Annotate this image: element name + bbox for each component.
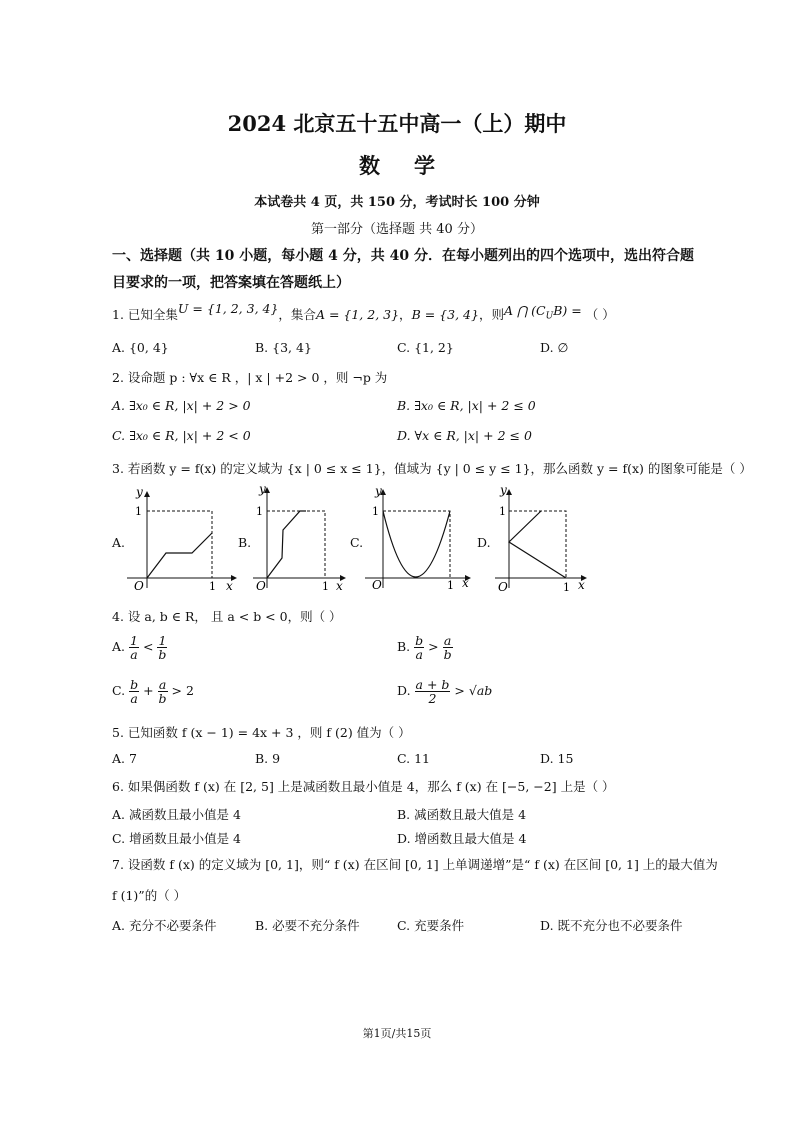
q1-option-a[interactable]: A. {0, 4}: [112, 340, 169, 355]
exam-title: 2024 北京五十五中高一（上）期中: [227, 111, 567, 136]
q5-option-c[interactable]: C. 11: [397, 751, 430, 766]
q4-option-c[interactable]: C. $\frac{b}{a}$ + $\frac{a}{b}$ > 2: [112, 677, 194, 706]
section-instructions-line1: 一、选择题（共 10 小题，每小题 4 分，共 40 分．在每小题列出的四个选项中，选出符合题: [112, 248, 694, 264]
question-1-stem: 1. 已知全集U = {1, 2, 3, 4}，集合A = {1, 2, 3}，B = {3, 4}，则A ⋂ $(C_UB)$ = （ ）: [112, 301, 615, 322]
graph-a-y-label: y: [136, 485, 143, 499]
graph-c-x-one: 1: [447, 579, 454, 592]
part-heading: 第一部分（选择题 共 40 分）: [311, 222, 483, 237]
q5-option-d[interactable]: D. 15: [540, 751, 574, 766]
graph-d-origin: O: [498, 580, 508, 594]
subject-title: 数学: [359, 153, 469, 178]
q7-option-b[interactable]: B. 必要不充分条件: [255, 918, 360, 933]
question-5-stem: 5. 已知函数 f (x − 1) = 4x + 3 ，则 f (2) 值为（ ）: [112, 725, 411, 740]
graph-d-y-label: y: [500, 483, 507, 497]
graph-b-origin: O: [256, 579, 266, 593]
q5-option-b[interactable]: B. 9: [255, 751, 281, 766]
graph-d-y-one: 1: [499, 505, 506, 518]
q1-option-c[interactable]: C. {1, 2}: [397, 340, 454, 355]
q1-option-b[interactable]: B. {3, 4}: [255, 340, 312, 355]
q5-option-a[interactable]: A. 7: [112, 751, 137, 766]
question-7-stem-line2: f (1)”的（ ）: [112, 888, 187, 903]
q6-option-d[interactable]: D. 增函数且最大值是 4: [397, 831, 527, 846]
q7-option-a[interactable]: A. 充分不必要条件: [112, 918, 217, 933]
q1-option-d[interactable]: D. ∅: [540, 340, 569, 355]
q3-option-a[interactable]: A.: [112, 535, 126, 550]
graph-b-y-label: y: [259, 482, 266, 496]
graph-d-x-label: x: [578, 578, 585, 592]
graph-c-y-label: y: [375, 484, 382, 498]
question-6-stem: 6. 如果偶函数 f (x) 在 [2, 5] 上是减函数且最小值是 4，那么 f (x) 在 [−5, −2] 上是（ ）: [112, 779, 615, 794]
q4-option-b[interactable]: B. $\frac{b}{a}$ > $\frac{a}{b}$: [397, 633, 452, 662]
q4-option-d[interactable]: D. $\frac{a + b}{2}$ > √ab: [397, 677, 493, 706]
q4-option-a[interactable]: A. $\frac{1}{a}$ < $\frac{1}{b}$: [112, 633, 167, 662]
graph-d-x-one: 1: [563, 581, 570, 594]
graph-c-x-label: x: [462, 576, 469, 590]
question-7-stem-line1: 7. 设函数 f (x) 的定义域为 [0, 1]，则“ f (x) 在区间 [0, 1] 上单调递增”是“ f (x) 在区间 [0, 1] 上的最大值为: [112, 857, 718, 872]
exam-info: 本试卷共 4 页，共 150 分，考试时长 100 分钟: [254, 195, 540, 210]
graph-a-origin: O: [134, 579, 144, 593]
q7-option-d[interactable]: D. 既不充分也不必要条件: [540, 918, 683, 933]
q6-option-b[interactable]: B. 减函数且最大值是 4: [397, 807, 527, 822]
question-4-stem: 4. 设 a, b ∈ R， 且 a < b < 0，则（ ）: [112, 609, 342, 624]
question-2-stem: 2. 设命题 p : ∀x ∈ R ，| x | +2 > 0 ，则 ¬p 为: [112, 370, 388, 385]
q7-option-c[interactable]: C. 充要条件: [397, 918, 465, 933]
graph-b-x-label: x: [336, 579, 343, 593]
graph-b: [253, 482, 345, 593]
graph-c-origin: O: [372, 578, 382, 592]
graph-c: [365, 484, 470, 592]
graph-b-x-one: 1: [322, 580, 329, 593]
graph-d: [495, 483, 586, 594]
section-instructions-line2: 目要求的一项，把答案填在答题纸上）: [112, 275, 350, 291]
q3-option-c[interactable]: C.: [350, 535, 364, 550]
graph-c-y-one: 1: [372, 505, 379, 518]
q2-option-d[interactable]: D. ∀x ∈ R, |x| + 2 ≤ 0: [397, 428, 532, 443]
q2-option-b[interactable]: B. ∃x₀ ∈ R, |x| + 2 ≤ 0: [397, 398, 536, 413]
page-footer: 第1页/共15页: [362, 1027, 432, 1040]
graph-a-x-label: x: [226, 579, 233, 593]
question-3-stem: 3. 若函数 y = f(x) 的定义域为 {x | 0 ≤ x ≤ 1}，值域为 {y | 0 ≤ y ≤ 1}，那么函数 y = f(x) 的图象可能是（ ）: [112, 461, 752, 476]
q3-option-b[interactable]: B.: [238, 535, 252, 550]
q3-graphs: [0, 478, 794, 598]
q3-option-d[interactable]: D.: [477, 535, 491, 550]
graph-a: [127, 485, 236, 593]
q2-option-c[interactable]: C. ∃x₀ ∈ R, |x| + 2 < 0: [112, 428, 251, 443]
graph-a-y-one: 1: [135, 505, 142, 518]
q2-option-a[interactable]: A. ∃x₀ ∈ R, |x| + 2 > 0: [112, 398, 251, 413]
q6-option-a[interactable]: A. 减函数且最小值是 4: [112, 807, 241, 822]
graph-a-x-one: 1: [209, 580, 216, 593]
q6-option-c[interactable]: C. 增函数且最小值是 4: [112, 831, 241, 846]
graph-b-y-one: 1: [256, 505, 263, 518]
